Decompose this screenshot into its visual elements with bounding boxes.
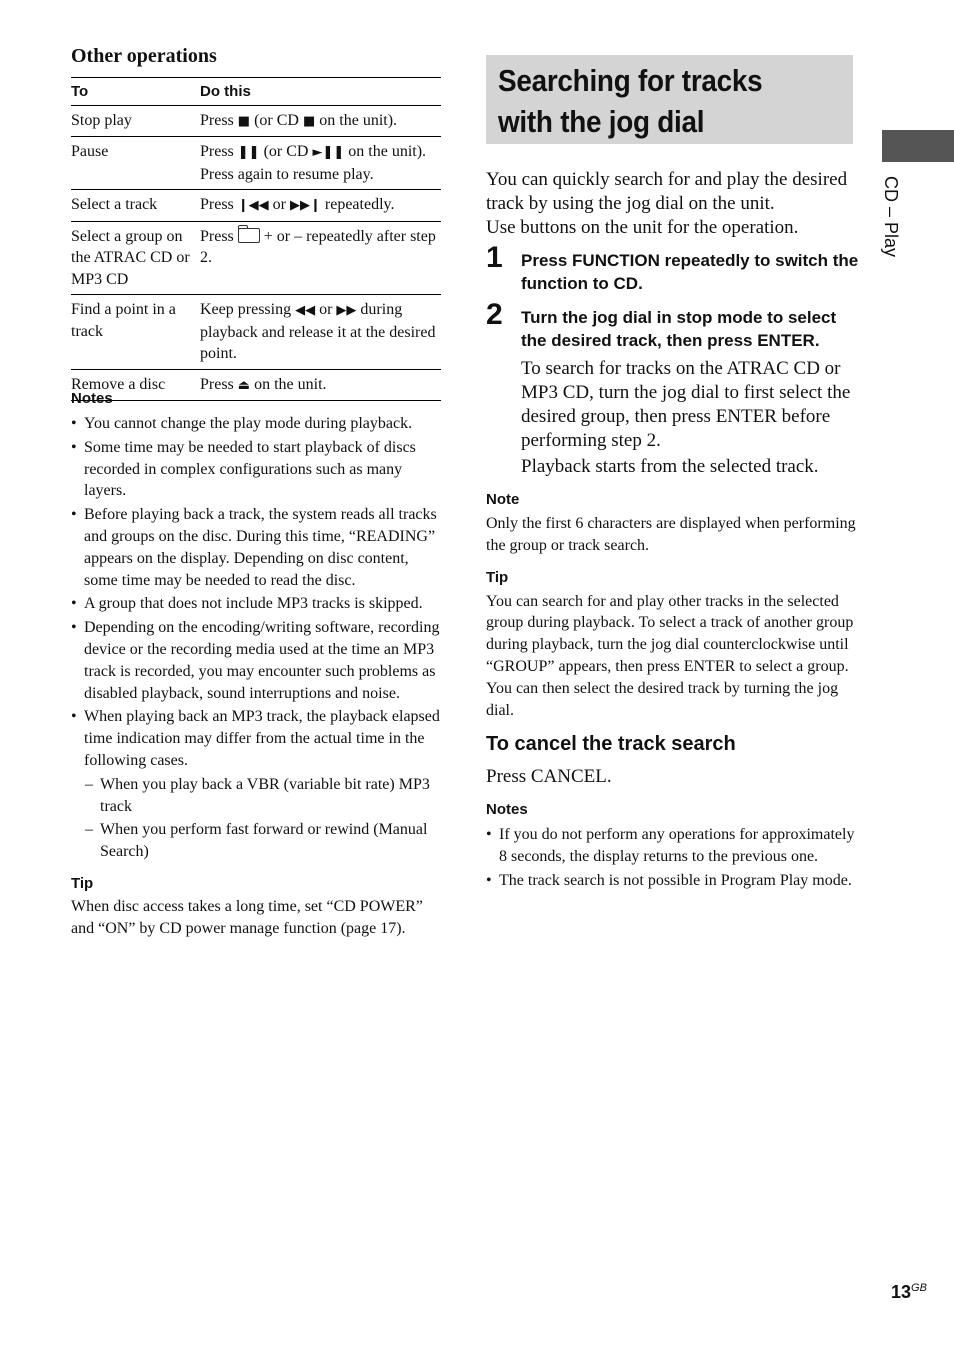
step-instruction: Turn the jog dial in stop mode to select the desired track, then press ENTER. xyxy=(521,308,837,350)
cell-text: on the unit. xyxy=(250,375,327,393)
step-instruction: Press FUNCTION repeatedly to switch the function to CD. xyxy=(521,251,859,293)
table-header-row xyxy=(71,78,441,106)
button-symbol-icon: ◀◀ xyxy=(295,303,316,318)
cell-to: Select a group on the ATRAC CD or MP3 CD xyxy=(71,221,200,295)
cell-do-this xyxy=(200,221,441,295)
step-number: 2 xyxy=(486,298,503,331)
note-item: • If you do not perform any operations for approximately 8 seconds, the display returns to the previous one. xyxy=(486,824,858,868)
column-header-to: To xyxy=(71,78,200,106)
note-item: • A group that does not include MP3 tracks is skipped. xyxy=(71,593,443,615)
cancel-text: Press CANCEL. xyxy=(486,766,612,787)
cell-text: Press xyxy=(200,143,238,160)
cell-text: (or CD xyxy=(259,143,313,160)
cell-text: Press xyxy=(200,375,238,393)
table-row xyxy=(71,137,441,190)
cell-text: or xyxy=(268,196,290,213)
cell-to: Find a point in a track xyxy=(71,295,200,370)
column-header-do-this: Do this xyxy=(200,78,441,106)
button-symbol-icon: ▶▶❙ xyxy=(290,198,321,213)
note-item: • You cannot change the play mode during playback. xyxy=(71,413,443,435)
page-title: Searching for tracks with the jog dial xyxy=(498,63,763,139)
button-symbol-icon: ▶▶ xyxy=(336,303,357,318)
cell-text: + or – repeatedly after step 2. xyxy=(200,227,436,266)
notes-sublist xyxy=(84,774,443,863)
step-number: 1 xyxy=(486,241,503,274)
intro xyxy=(486,168,858,240)
notes-list xyxy=(71,413,443,772)
notes-list xyxy=(486,824,858,891)
note-item: • Before playing back a track, the system reads all tracks and groups on the disc. During this time, “READING” appears on the display. Depending on disc content, some time may be needed to read the disc. xyxy=(71,504,443,591)
intro-text: You can quickly search for and play the desired track by using the jog dial on the unit. xyxy=(486,169,848,214)
button-symbol-icon: ❚❚ xyxy=(237,145,260,160)
cell-to: Pause xyxy=(71,137,200,190)
cell-text: (or CD xyxy=(250,111,303,129)
table-row xyxy=(71,221,441,295)
tip-text: You can search for and play other tracks in the selected group during playback. To select a track of another group during playback, turn the jog dial counterclockwise until “GROUP” appears, then press ENTER to select a group. You can then select the desired track by turning the jog dial. xyxy=(486,592,854,719)
folder-icon xyxy=(238,228,260,243)
step-body xyxy=(521,357,859,479)
notes-heading: Notes xyxy=(486,801,528,818)
cell-text: Keep pressing xyxy=(200,301,296,318)
cell-text: or xyxy=(315,301,337,318)
notes-heading: Notes xyxy=(71,390,113,407)
tip-heading: Tip xyxy=(71,874,94,892)
note-item: • When playing back an MP3 track, the playback elapsed time indication may differ from the actual time in the following cases. xyxy=(71,706,443,771)
cell-to: Remove a disc xyxy=(71,369,200,401)
cell-do-this xyxy=(200,137,441,190)
note-text: Only the first 6 characters are displayed when performing the group or track search. xyxy=(486,515,856,554)
operations-table xyxy=(71,77,441,401)
tip-heading: Tip xyxy=(486,568,509,586)
button-symbol-icon: ■ xyxy=(237,113,251,129)
section-side-label: CD – Play xyxy=(881,176,901,258)
section-title-cancel-search: To cancel the track search xyxy=(486,733,736,755)
button-symbol-icon: ■ xyxy=(302,113,316,129)
section-tab-marker xyxy=(882,130,954,162)
table-row xyxy=(71,105,441,137)
cell-to: Select a track xyxy=(71,190,200,222)
tip-text: When disc access takes a long time, set “CD POWER” and “ON” by CD power manage function (page 17). xyxy=(71,897,423,937)
note-heading: Note xyxy=(486,491,520,508)
note-item: • The track search is not possible in Program Play mode. xyxy=(486,870,858,892)
note-item: • Some time may be needed to start playback of discs recorded in complex configurations such as many layers. xyxy=(71,437,443,502)
button-symbol-icon: ►❚❚ xyxy=(312,145,345,160)
left-notes-block xyxy=(71,390,443,940)
step-body-text: To search for tracks on the ATRAC CD or MP3 CD, turn the jog dial to first select the desired group, then press ENTER before performing step 2. xyxy=(521,358,851,451)
cell-text: Press xyxy=(200,111,238,129)
section-title-other-operations: Other operations xyxy=(71,45,217,67)
cell-text: Press xyxy=(200,196,238,213)
cell-text: on the unit). xyxy=(315,111,398,129)
table-row xyxy=(71,190,441,222)
cell-do-this xyxy=(200,190,441,222)
note-item: • Depending on the encoding/writing software, recording device or the recording media used at the time an MP3 track is recorded, you may encounter such problems as disabled playback, sound interruptions and noise. xyxy=(71,617,443,704)
cell-text: Press xyxy=(200,227,238,245)
cell-text: on the unit). Press again to resume play. xyxy=(200,143,427,183)
intro-text-2: Use buttons on the unit for the operation. xyxy=(486,217,799,238)
button-symbol-icon: ❙◀◀ xyxy=(237,198,269,213)
button-symbol-icon: ⏏ xyxy=(237,377,251,393)
subnote-item: – When you play back a VBR (variable bit rate) MP3 track xyxy=(84,774,443,818)
cell-text: during playback and release it at the desired point. xyxy=(200,301,436,362)
cell-text: repeatedly. xyxy=(320,196,395,213)
cell-to: Stop play xyxy=(71,105,200,137)
right-notes-block xyxy=(486,801,858,893)
step-body-text-2: Playback starts from the selected track. xyxy=(521,456,819,477)
subnote-item: – When you perform fast forward or rewind (Manual Search) xyxy=(84,819,443,863)
cell-do-this xyxy=(200,295,441,370)
page-number: $13^{GB}$ xyxy=(891,1282,927,1302)
cell-do-this xyxy=(200,105,441,137)
table-row xyxy=(71,295,441,370)
note-block xyxy=(486,491,858,721)
